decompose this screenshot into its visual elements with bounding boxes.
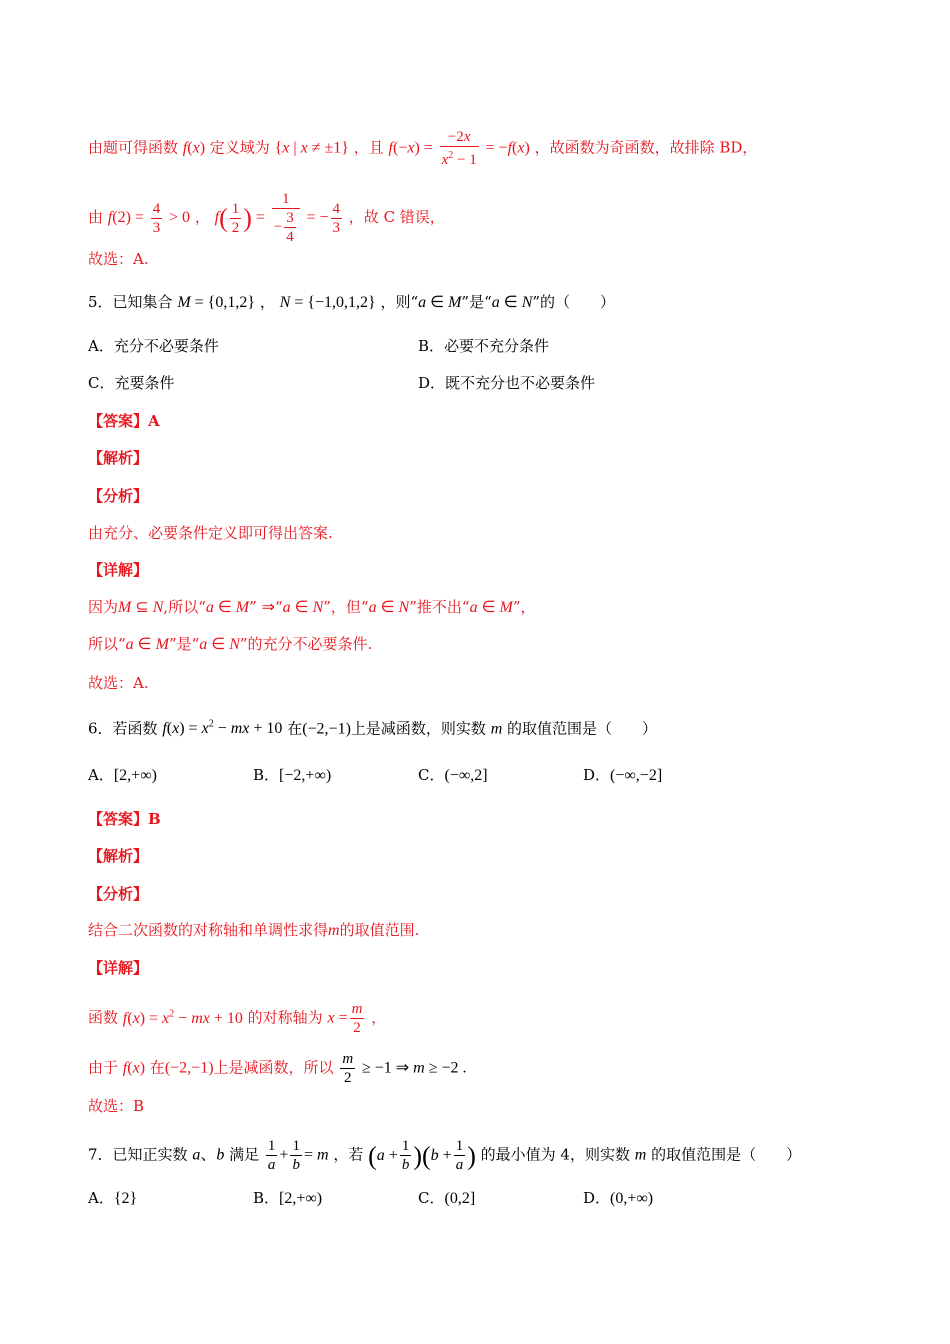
q5-detail-tag: 【详解】 [88,561,149,579]
question-5-stem: 5．已知集合 M = {0,1,2} ， N = {−1,0,1,2} ，则“a ∈ M”是“a ∈ N”的（ ） [88,293,616,311]
q5-fenxi-tag: 【分析】 [88,487,149,505]
q6-analysis-tag: 【解析】 [88,847,149,865]
solution-choice-1: 故选：A. [88,250,149,268]
q5-option-b[interactable]: B．必要不充分条件 [418,337,550,355]
q6-option-d[interactable]: D．(−∞,−2] [583,766,663,784]
question-6-stem: 6．若函数 $f(x) = x^2$ − mx + 10 在(−2,−1)上是减函数，则实数 m 的取值范围是（ ） [88,719,658,738]
q7-option-b[interactable]: B．[2,+∞) [253,1189,323,1207]
q5-option-a[interactable]: A．充分不必要条件 [88,337,219,355]
q6-fenxi-text: 结合二次函数的对称轴和单调性求得m的取值范围. [88,921,420,939]
q5-choice: 故选：A. [88,674,149,692]
q6-detail-tag: 【详解】 [88,959,149,977]
q6-detail-line-2: 由于 f(x) 在(−2,−1)上是减函数，所以 $\frac{m}{2}$ ≥ −1 ⇒ m ≥ −2 . [88,1051,467,1086]
q6-detail-line-1: 函数 $f(x) = x^2$ − mx + 10 的对称轴为 x = $\frac{m}{2}$ ， [88,1001,387,1036]
question-7-stem: 7．已知正实数 a、b 满足 $\frac{1}{a}$ + $\frac{1}{b}$ = m ，若 (a + $\frac{1}{b}$ )(b + $\frac{1}{a}$ ) 的最小值为 4，则实数 m 的取值范围是（ ） [88,1138,802,1173]
q5-option-d[interactable]: D．既不充分也不必要条件 [418,374,596,392]
solution-line-1: 由题可得函数 f(x) 定义域为 {x | x ≠ ±1} ，且 f(−x) = $\frac{-2x}{x^2 - 1}$ = −f(x) ，故函数为奇函数，故排除 BD， [88,129,758,168]
q5-answer: 【答案】A [88,412,160,430]
q5-fenxi-text: 由充分、必要条件定义即可得出答案. [88,524,333,542]
q6-option-a[interactable]: A．[2,+∞) [88,766,157,784]
q7-option-a[interactable]: A．{2} [88,1189,138,1207]
q5-analysis-tag: 【解析】 [88,449,149,467]
q6-option-b[interactable]: B．[−2,+∞) [253,766,332,784]
q7-option-c[interactable]: C．(0,2] [418,1189,476,1207]
q6-choice: 故选：B [88,1097,145,1115]
solution-line-2: 由 f(2) = $\frac{4}{3}$ > 0 ， f( $\frac{1}{2}$ ) = 1 − $\frac{3}{4}$ = − $\frac{4}{3}$ ，故 C 错误， [88,191,445,245]
q6-option-c[interactable]: C．(−∞,2] [418,766,488,784]
q5-detail-line-1: 因为M ⊆ N,所以“a ∈ M” ⇒“a ∈ N”，但“a ∈ N”推不出“a ∈ M”， [88,598,536,616]
q6-fenxi-tag: 【分析】 [88,885,149,903]
q5-detail-line-2: 所以“a ∈ M”是“a ∈ N”的充分不必要条件. [88,635,373,653]
q7-option-d[interactable]: D．(0,+∞) [583,1189,654,1207]
q5-option-c[interactable]: C．充要条件 [88,374,175,392]
q6-answer: 【答案】B [88,810,161,828]
